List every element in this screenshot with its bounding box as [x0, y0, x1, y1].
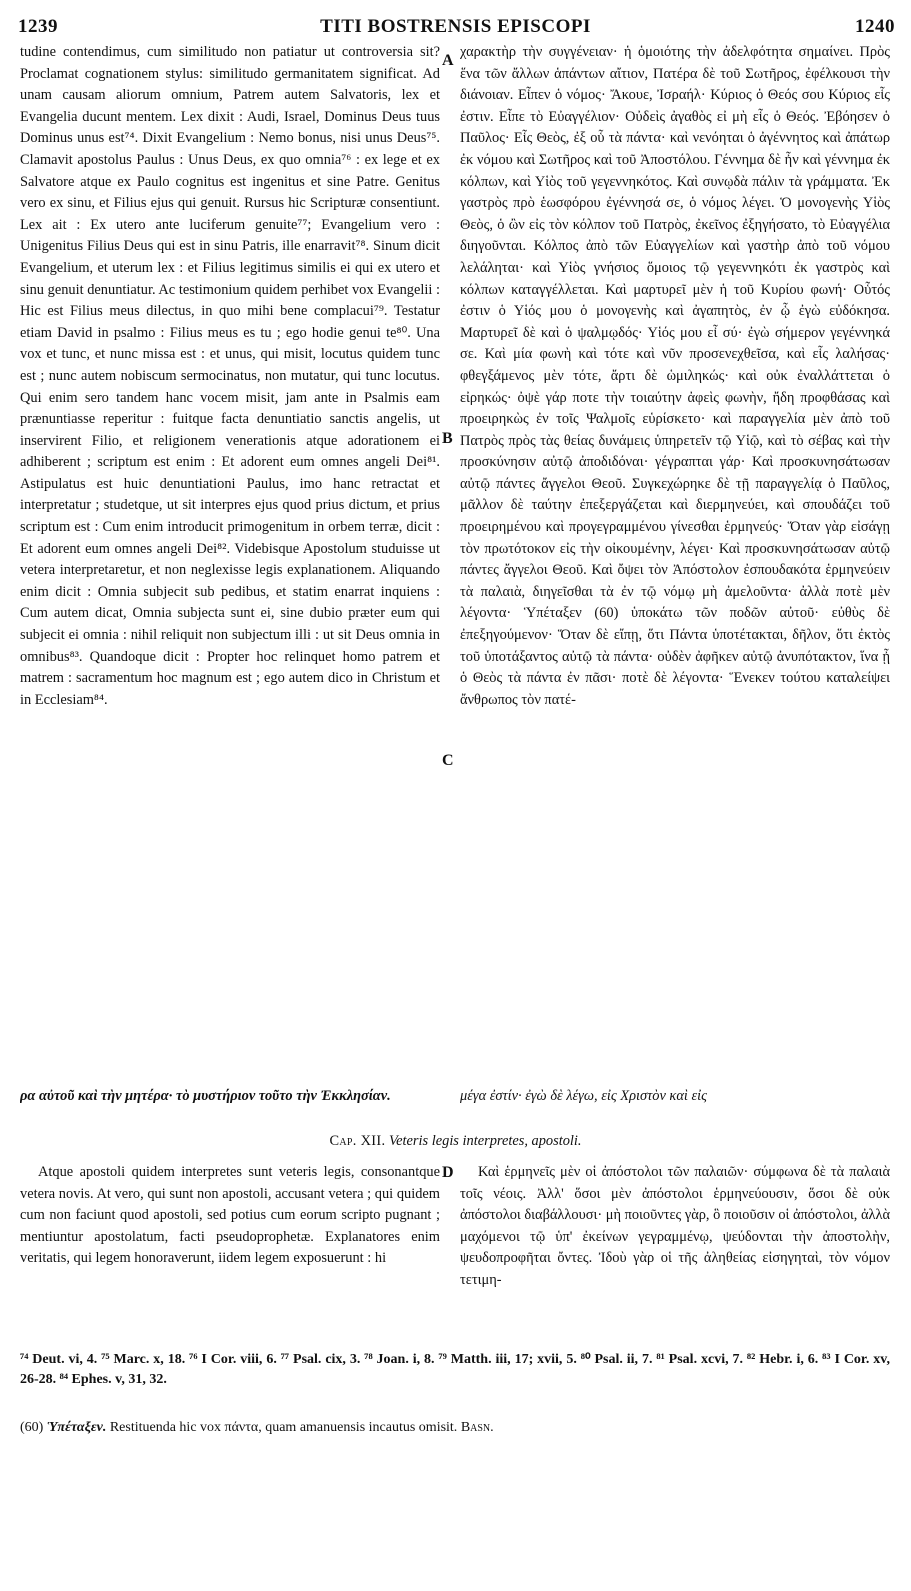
footnotes: ⁷⁴ Deut. vi, 4. ⁷⁵ Marc. x, 18. ⁷⁶ I Cor. viii, 6. ⁷⁷ Psal. cix, 3. ⁷⁸ Joan. i, 8. ⁷⁹ Matth. iii, 17; xvii, 5. ⁸⁰ Psal. ii, 7. ⁸¹ Psal. xcvi, 7. ⁸² Hebr. i, 6. ⁸³ I Cor. xv, 26-28. ⁸⁴ Ephes. v, 31, 32.	[20, 1352, 890, 1387]
latin-column: tudine contendimus, cum similitudo non patiatur ut controversia sit? Proclamat cognationem stylus: similitudo germanitatem significat. Ad unam causam aliorum omnium, Patrem autem Salvatoris, lex et Evangelia ducunt mentem. Lex dixit : Audi, Israel, Dominus Deus tuus Dominus unus est⁷⁴. Dixit Evangelium : Nemo bonus, nisi unus Deus⁷⁵. Clamavit apostolus Paulus : Unus Deus, ex quo omnia⁷⁶ : ex lege et ex Salvatore atque ex Paulo cognitus est ingenitus et sine Patre. Genitus vero ex sinu, et Filius ejus qui genuit. Rursus hic Scripturæ consentiunt. Lex ait : Ex utero ante luciferum genuite⁷⁷; Evangelium vero : Unigenitus Filius Deus qui est in sinu Patris, ille enarravit⁷⁸. Sinum dicit Evangelium, et uterum lex : et Filius legitimus similis ei qui ex utero et sinu genuit denuntiatur. Ac testimonium quidem perhibet vox Evangelii : Hic est Filius meus dilectus, in quo mihi bene complacui⁷⁹. Testatur etiam David in psalmo : Filius meus es tu ; ego hodie genui te⁸⁰. Una vox et tunc, et nunc missa est : et unus, qui misit, locutus quidem tunc est ; nunc autem nobiscum sermocinatus, non mutatur, qui tunc locutus. Qui enim sero tandem hanc vocem misit, jam ante in Psalmis eam prænuntiasse reperitur : fuitque facta denuntiatio sanctis angelis, ut inservirent Filio, et religionem venerationis atque adorationem ei adhiberent ; scriptum est enim : Et adorent eum omnes angeli Dei⁸¹. Astipulatus est huic denuntiationi Paulus, imo hanc retractat et interpretatur ; studetque, ut sit interpres ejus quod prius dictum, et prius scriptum est : Cum enim introducit primogenitum in orbem terræ, dicit : Et adorent eum omnes angeli Dei⁸². Videbisque Apostolum studuisse ut vetera interpretaretur, et non neglexisse legis explanationem. Aliquando enim dicit : Omnia subjecit sub pedibus, et statim enarrat inquiens : Cum autem dicat, Omnia subjecta sunt ei, sine dubio præter eum qui subjecit ei omnia : nihil reliquit non subjectum illi : ut sit Deus omnia in omnibus⁸³. Quandoque dicit : Propter hoc relinquet homo patrem et matrem : sacramentum hoc magnum est ; ego autem dico in Christum et in Ecclesiam⁸⁴.	[20, 44, 440, 708]
chapter-label: Cap. XII.	[329, 1133, 386, 1149]
section-mark-c: C	[442, 752, 454, 769]
greek-column-tail: μέγα ἐστίν· ἐγὼ δὲ λέγω, εἰς Χριστὸν καὶ εἰς	[460, 1088, 707, 1104]
greek-column-chapter-text: Καὶ ἑρμηνεῖς μὲν οἱ ἀπόστολοι τῶν παλαιῶν· σύμφωνα δὲ τὰ παλαιὰ τοῖς νέοις. Ἀλλ' ὅσοι μὲν ἀπόστολοι ἑρμηνεύουσιν, ὅσοι δὲ οὐκ ἀπόστολοι διαβάλλουσι· μὴ ποιοῦντες γὰρ, ὃ ποιοῦσιν οἱ ἀπόστολοι, ἀλλὰ μαχόμενοι τῷ ὑπ' ἐκείνων γεγραμμένῳ, ψεύδονται τὴν ἀποστολὴν, ψευδοπροφῆται ὄντες. Ἰδοὺ γὰρ οἱ τῆς ἀληθείας εἰσηγηταὶ, τὸν νόμον τετιμη-	[460, 1164, 890, 1288]
greek-column: χαρακτὴρ τὴν συγγένειαν· ἡ ὁμοιότης τὴν ἀδελφότητα σημαίνει. Πρὸς ἕνα τῶν ἄλλων ἁπάντων αἴτιον, Πατέρα δὲ τοῦ Σωτῆρος, ἐφέλκουσι τὴν διάνοιαν. Εἶπεν ὁ νόμος· Ἄκουε, Ἰσραήλ· Κύριος ὁ Θεός σου Κύριος εἷς ἐστιν. Εἶπε τὸ Εὐαγγέλιον· Οὐδεὶς ἀγαθὸς εἰ μὴ εἷς ὁ Θεός. Ἐβόησεν ὁ Παῦλος· Εἷς Θεὸς, ἐξ οὗ τὰ πάντα· καὶ νενόηται ὁ ἀγέννητος καὶ ἀπάτωρ ἐκ νόμου καὶ Σωτῆρος καὶ τοῦ Ἀποστόλου. Γέννημα δὲ ἦν καὶ γέννημα ἐκ κόλπων, καὶ Υἱὸς τοῦ γεγεννηκότος. Καὶ συνῳδὰ πάλιν τὰ γράμματα. Ἐκ γαστρὸς πρὸ ἑωσφόρου ἐγέννησά σε, ὁ νόμος λέγει. Ὁ μονογενὴς Υἱὸς Θεὸς, ὁ ὢν εἰς τὸν κόλπον τοῦ Πατρὸς, ἐκεῖνος ἐξηγήσατο, τὸ Εὐαγγέλια διηγοῦνται. Κόλπος ἀπὸ τῶν Εὐαγγελίων καὶ γαστὴρ ἀπὸ τοῦ νόμου λελάληται· καὶ Υἱὸς γνήσιος ὅμοιος τῷ γεγεννηκότι ἐκ γαστρὸς καὶ κόλπων καταγγέλλεται. Καὶ μαρτυρεῖ μὲν ἡ τοῦ Κυρίου φωνή· Οὗτός ἐστιν ὁ Υἱός μου ὁ μονογενὴς καὶ ἀγαπητὸς, ἐν ᾧ ἐγὼ εὐδόκησα. Μαρτυρεῖ δὲ καὶ ὁ ψαλμῳδός· Υἱός μου εἶ σύ· ἐγὼ σήμερον γεγέννηκά σε. Καὶ μία φωνὴ καὶ τότε καὶ νῦν προσενεχθεῖσα, καὶ εἷς λαλήσας· φθεγξάμενος μὲν τότε, ἄρτι δὲ ὡμιληκώς· καὶ οὐκ ἐναλλάττεται ὁ εἰρηκώς· ὀψὲ γάρ ποτε τὴν τοιαύτην ἀφεὶς φωνὴν, ἤδη προφθάσας καὶ προειρηκὼς ἐν τοῖς Ψαλμοῖς εὑρίσκετο· καὶ παραγγελία μὲν ἀπὸ τοῦ Πατρὸς πρὸς τὰς θείας δυνάμεις ὑπηρετεῖν τῷ Υἱῷ, καὶ τὸ σέβας καὶ τὴν προσκύνησιν αὐτῷ ἀποδιδόναι· γέγραπται γάρ· Καὶ προσκυνησάτωσαν αὐτῷ πάντες ἄγγελοι Θεοῦ. Συγκεχώρηκε δὲ τῇ παραγγελίᾳ ὁ Παῦλος, μᾶλλον δὲ ταύτην ἐπεξεργάζεται καὶ διερμηνεύει, καὶ σπουδάζει τοῦ προειρημένου καὶ προγεγραμμένου γίνεσθαι ἑρμηνεύς· Ὅταν γὰρ εἰσάγῃ τὸν πρωτότοκον εἰς τὴν οἰκουμένην, λέγει· Καὶ προσκυνησάτωσαν αὐτῷ πάντες ἄγγελοι Θεοῦ. Καὶ ὄψει τὸν Ἀπόστολον ἐσπουδακότα ἑρμηνεύειν τὰ παλαιὰ, διηγεῖσθαι τὰ ἐν τῷ νόμῳ μὴ ἀμελοῦντα· ἀλλὰ ποτὲ μὲν λέγοντα· Ὑπέταξεν (60) ὑποκάτω τῶν ποδῶν αὐτοῦ· εὐθὺς δὲ ἐπεξηγούμενον· Ὅταν δὲ εἴπῃ, ὅτι Πάντα ὑποτέτακται, δῆλον, ὅτι ἐκτὸς τοῦ ὑποτάξαντος αὐτῷ τὰ πάντα· οὐδὲν ἀφῆκεν αὐτῷ ἀνυπότακτον, ἵνα ᾖ ὁ Θεὸς τὰ πάντα ἐν πᾶσι· ποτὲ δὲ λέγοντα· Ἕνεκεν τούτου καταλείψει ἄνθρωπος τὸν πατέ-	[460, 44, 890, 708]
running-title: TITI BOSTRENSIS EPISCOPI	[320, 16, 591, 37]
section-mark-b: B	[442, 430, 453, 447]
note-signature: Basn.	[460, 1420, 494, 1435]
chapter-heading	[0, 1130, 911, 1152]
page-number-left: 1239	[18, 16, 58, 37]
page-number-right: 1240	[855, 16, 895, 37]
latin-column-chapter-text: Atque apostoli quidem interpretes sunt veteris legis, consonantque vetera novis. At vero, qui sunt non apostoli, accusant vetera ; qui quidem cum non faciunt quod apostoli, sed potius cum eorum scripto pugnant ; mentiuntur apostolatum, facti pseudoprophetæ. Explanatores enim veritatis, qui legem honoraverunt, iidem legem exposuerunt : hi	[20, 1164, 440, 1267]
note-text: Restituenda hic vox πάντα, quam amanuensis incautus omisit.	[109, 1420, 458, 1435]
chapter-title: Veteris legis interpretes, apostoli.	[388, 1133, 582, 1149]
section-mark-d: D	[442, 1164, 454, 1181]
note-greek-word: Ὑπέταξεν.	[46, 1420, 107, 1435]
section-mark-a: A	[442, 52, 454, 69]
editor-note	[20, 1418, 890, 1438]
latin-column-greek-tail: ρα αὐτοῦ καὶ τὴν μητέρα· τὸ μυστήριον τοῦτο τὴν Ἐκκλησίαν.	[20, 1088, 391, 1104]
note-label: (60)	[20, 1420, 44, 1435]
